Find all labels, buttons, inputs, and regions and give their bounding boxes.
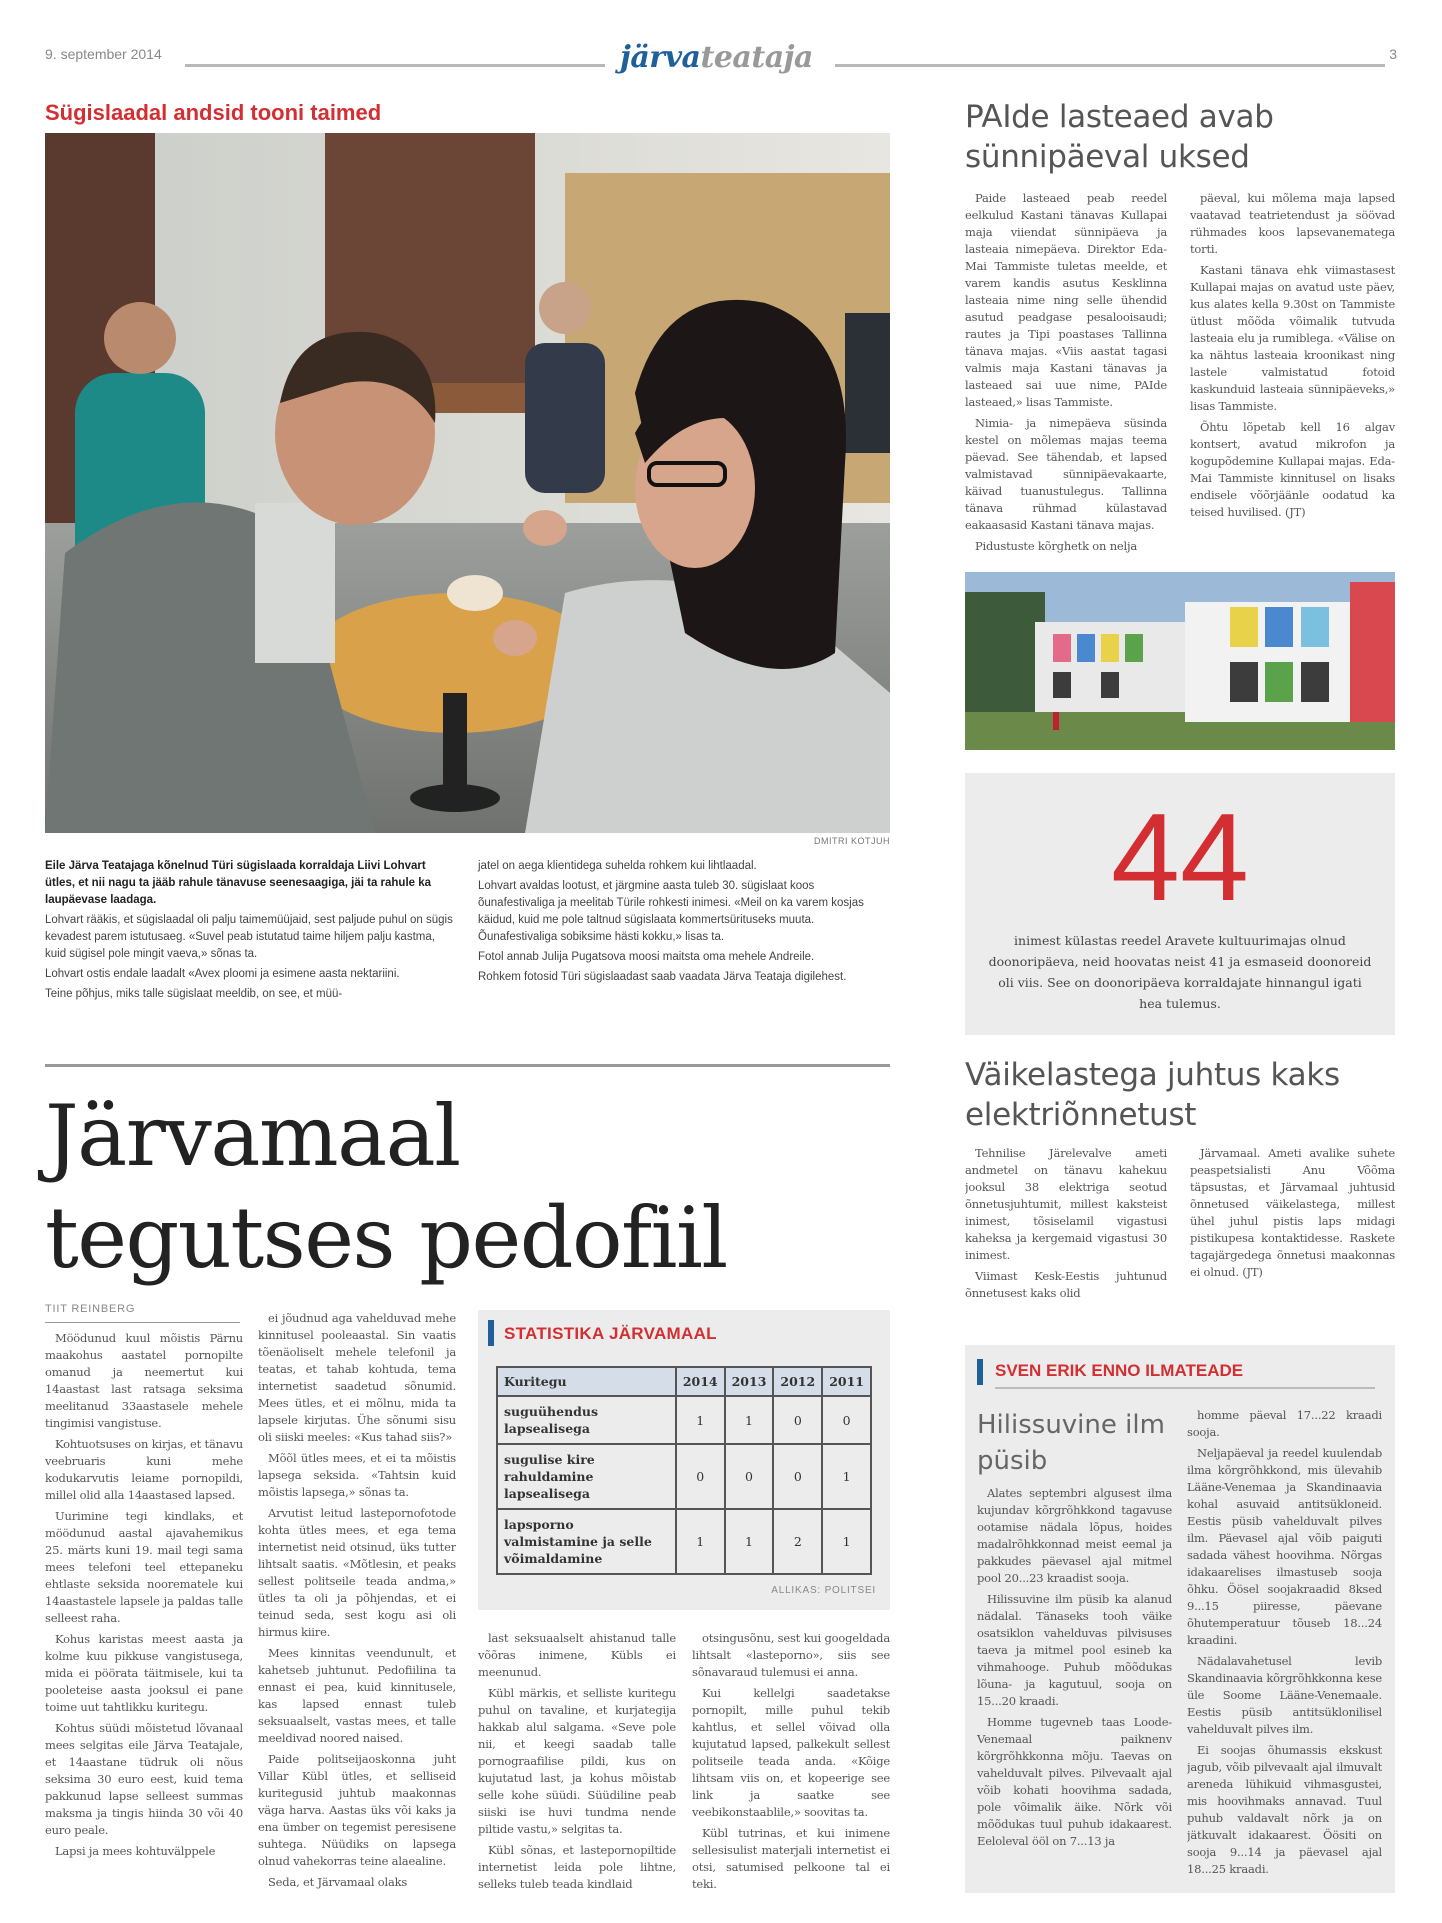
story1-col1-para: Pidustuste kõrghetk on nelja xyxy=(975,539,1138,553)
main-col1-para: Kohus karistas meest aasta ja kolme kuu pikkuse vangistusega, mida ei pöörata täitmisele, kui ta pooleteise aasta jooksul ei pane toime uut tahtlikku kuritegu. xyxy=(45,1632,243,1714)
section-divider xyxy=(45,1064,890,1067)
weather-col1-para: Homme tugevneb taas Loode-Venemaal paiknenv kõrgrõhkkonna mõju. Taevas on vahelduvalt pilves. Pilvevaalt ajal võib kohati hoovihma sadada, pole võimalik äike. Nõrk või mõõdukas tuul puhub idakaarest. Eeloleval ööl on 7...13 ja xyxy=(977,1715,1172,1848)
table-cell: 0 xyxy=(773,1396,822,1444)
story1-col2-para: Õhtu lõpetab kell 16 algav kontsert, avatud mikrofon ja kogupõdemine Kullapai majas. Eda-Mai Tammiste kinnitusel on lisaks endisele võõrjäänle oodatud ka teised huvilised. (JT) xyxy=(1190,420,1395,519)
main-headline-line1: Järvamaal xyxy=(45,1087,460,1185)
sidebar-story1-col1 xyxy=(965,190,1167,560)
weather-accent-bar xyxy=(977,1359,983,1385)
feature-photo-image xyxy=(45,133,890,833)
table-cell: 1 xyxy=(822,1509,871,1574)
feature-col2-para: Fotol annab Julija Pugatsova moosi maitsta oma mehele Andreile. xyxy=(478,951,815,963)
feature-col1-para: Lohvart ostis endale laadalt «Avex ploomi ja esimene aasta nektariini. xyxy=(45,968,400,980)
weather-box xyxy=(965,1345,1395,1893)
main-col2-para: Paide politseijaoskonna juht Villar Kübl ütles, et selliseid kuritegusid juhtub maakonnas väga harva. Aastas üks või kaks ja ena ümber on tegemist peresisene suhtega. Nüüdiks on lapsega olnud vahekorras teine alaealine. xyxy=(258,1752,456,1868)
main-article-col3 xyxy=(478,1630,676,1890)
feature-caption-col1 xyxy=(45,858,455,1006)
main-col2-para: ei jõudnud aga vahelduvad mehe kinnitusel pooleaastal. Sin vaatis tõenäoliselt mehele telefonil ja teatas, et tahab kohtuda, tema internetist saadetud sõnumid. Mees ütles, et ei mõlnu, mida ta lapsele kirjutas. Ühe sõnumi sisu oli siiski meeles: «Kus tahad siis?» xyxy=(258,1311,456,1444)
main-col1-para: Möödunud kuul mõistis Pärnu maakohus aastatel pornopilte omanud ja neemertut kui 14aastast last ratsaga seksima meelitanud 33aastasele mehele tingimisi vangistuse. xyxy=(45,1331,243,1430)
masthead xyxy=(45,40,1397,80)
kindergarten-photo xyxy=(965,572,1395,750)
story2-col1-para: Tehnilise Järelevalve ameti andmetel on tänavu kahekuu jooksul 38 elektriga seotud õnnetusjuhtumit, millest kaksteist inimest, tõsiselamil vigastusi kaheksa ja kergemaid vigastusi 30 inimest. xyxy=(965,1146,1167,1262)
crime-statistics-table xyxy=(496,1366,872,1575)
weather-title-rule xyxy=(995,1387,1375,1389)
story1-col2-para: Kastani tänava ehk viimastasest Kullapai majas on avatud uste päev, kus alates kella 9.30st on Tammiste ütlust mõõda võimalik tutvuda lasteaia elu ja rumiblega. «Välise on ka nähtus lasteaia kroonikast ning lastele valmistatud fotoid kaskunduid lasteaia sünnipäeveks,» lisas Tammiste. xyxy=(1190,263,1395,413)
story1-col1-para: Paide lasteaed peab reedel eelkulud Kastani tänavas Kullapai maja viiendat sünnipäeva ja lasteaia nimepäeva. Direktor Eda-Mai Tammiste tuletas meelde, et varem kandis asutus Kesklinna lasteaia nime ning selle ühendid asutud peadgase pesalooisaudi; rautes ja Tipi poastases Tallinna tänava majas. «Viis aastat tagasi valmis maja Kastani tänavas ja lasteaed sai uue nime, PAIde lasteaed,» lisas Tammiste. xyxy=(965,191,1167,409)
weather-col1-para: Hilissuvine ilm püsib ka alanud nädalal. Tänaseks tooh väike osatsiklon vahelduvas pilvisuses taeva ja mitmel pool esineb ka vihmahooge. Puhub mõõdukas lõuna- ja kagutuul, sooja on 15...20 kraadi. xyxy=(977,1592,1172,1708)
weather-headline: Hilissuvine ilm püsib xyxy=(977,1410,1165,1476)
main-col1-para: Kohtus süüdi mõistetud lõvanaal mees selgitas eile Järva Teatajale, et 14aastane tüdruk oli nõus seksima 30 euro eest, kuid tema pakkunud lapse selleest summas maksma ja tingis hiinda 30 või 40 euro peale. xyxy=(45,1721,243,1837)
issue-date: 9. september 2014 xyxy=(45,46,162,62)
main-col3-para: Kübl märkis, et selliste kuritegu puhul on tavaline, et kurjategija hakkab alul salgama. «Seve pole nii, et keegi saadab talle pornograafilise pildi, kus on kujutatud last, ja kohus mõistab selle kohe süüdi. Süüdiline peab siiski ise huvi tundma nende piltide vastu,» selgitas ta. xyxy=(478,1686,676,1836)
sidebar-story2-headline: Väikelastega juhtus kaks elektriõnnetust xyxy=(965,1057,1340,1133)
table-header-year: 2013 xyxy=(725,1367,774,1396)
feature-col1-para: Teine põhjus, miks talle sügislaat meeldib, on see, et müü- xyxy=(45,988,343,1000)
table-cell: 2 xyxy=(773,1509,822,1574)
feature-caption-lead: Eile Järva Teatajaga kõnelnud Türi sügislaada korraldaja Liivi Lohvart ütles, et nii nagu ta jääb rahule tänavuse seenesaagiga, jäi ta rahule ka laupäevase laadaga. xyxy=(45,860,432,906)
feature-caption-col2 xyxy=(478,858,890,989)
masthead-rule-right xyxy=(835,64,1385,67)
weather-col2-para: Nädalavahetusel levib Skandinaavia kõrgrõhkkonna kese üle Soome Lääne-Venemaale. Eestis püsib antitsüklonilisel vahelduvalt pilves ilm. xyxy=(1187,1654,1382,1736)
table-row xyxy=(497,1444,871,1509)
table-header-year: 2011 xyxy=(822,1367,871,1396)
table-cell: 0 xyxy=(822,1396,871,1444)
sidebar-story2-col2 xyxy=(1190,1145,1395,1315)
table-header-label: Kuritegu xyxy=(497,1367,676,1396)
table-cell: 0 xyxy=(725,1444,774,1509)
sidebar-story1-headline: PAIde lasteaed avab sünnipäeval uksed xyxy=(965,99,1274,175)
main-col4-para: Kübl tutrinas, et kui inimene sellesisulist materjali internetist ei otsi, satumised pelkoone tal ei teki. xyxy=(692,1826,890,1890)
table-cell: 1 xyxy=(725,1509,774,1574)
byline-rule xyxy=(45,1322,240,1323)
statbox-accent-bar xyxy=(488,1320,494,1346)
table-cell: 1 xyxy=(676,1396,725,1444)
feature-col2-para: Lohvart avaldas lootust, et järgmine aasta tuleb 30. sügislaat koos õunafestivaliga ja meelitab Türile rohkesti inimesi. «Meil on ka varem kosjas käidud, kuid me pole taltnud sügislaata kommertsürituseks muuta. Õunafestivaliga sobiksime hästi kokku,» lisas ta. xyxy=(478,880,864,943)
story2-col2-para: Järvamaal. Ameti avalike suhete peaspetsialisti Anu Võõma täpsustas, et Järvamaal juhtusid õnnetused väikelastega, millest ühel juhul pistis laps midagi pistikupesa kontaktidesse. Raskete tagajärgedega õnnetusi maakonnas ei olnud. (JT) xyxy=(1190,1146,1395,1279)
table-cell: 1 xyxy=(676,1509,725,1574)
statbox-source: ALLIKAS: POLITSEI xyxy=(771,1585,876,1596)
table-row-label: lapsporno valmistamine ja selle võimaldamine xyxy=(497,1509,676,1574)
main-col4-para: otsingusõnu, sest kui googeldada lihtsalt «lasteporno», siis see sõnavaraud tulemusi ei anna. xyxy=(692,1631,890,1679)
page-number: 3 xyxy=(1389,46,1397,62)
table-cell: 0 xyxy=(676,1444,725,1509)
main-col1-para: Lapsi ja mees kohtuvälppele xyxy=(55,1844,216,1858)
main-headline xyxy=(45,1085,890,1289)
main-article-col4 xyxy=(692,1630,890,1890)
table-row xyxy=(497,1396,871,1444)
weather-col2-para: Neljapäeval ja reedel kuulendab ilma kõrgrõhkkond, mis ülevahib Lääne-Venemaa ja Skandinaavia kohal asuvaid antitsükloneid. Eestis püsib vahelduvalt pilves ilm. Päevasel ajal võib paiguti sadada vähest hoovihma. Nõrgas idakaarelises ilmastuseb sooja õhku. Öösel soojakraadid 8ksed 9...15 piiresse, päevane õhutemperatuur tõuseb 18...24 kraadini. xyxy=(1187,1446,1382,1647)
donor-stat-text: inimest külastas reedel Aravete kultuurimajas olnud doonoripäeva, neid hoovatas neist 41 ja esmaseid doonoreid oli viis. See on doonoripäeva korraldajate hinnangul igati hea tulemus. xyxy=(988,933,1372,1011)
feature-kicker: Sügislaadal andsid tooni taimed xyxy=(45,100,382,125)
main-col2-para: Mõõl ütles mees, et ei ta mõistis lapsega seksida. «Tahtsin kuid mõistis lapsega,» sõnas ta. xyxy=(258,1451,456,1499)
logo-part-1: järva xyxy=(620,40,701,75)
logo-part-2: teataja xyxy=(700,40,813,75)
table-row-label: sugulise kire rahuldamine lapsealisega xyxy=(497,1444,676,1509)
weather-col2-para: Ei soojas õhumassis ekskust jagub, võib pilvevaalt ajal ilmuvalt areneda lühikuid vihmasgustei, mis hoovihmaks annavad. Tuul puhub valdavalt nõrk ja on jätkuvalt idakaarest. Öösiti on sooja 9...14 ja päevasel ajal 18...25 kraadi. xyxy=(1187,1743,1382,1876)
weather-col2-para: homme päeval 17...22 kraadi sooja. xyxy=(1187,1408,1382,1439)
feature-photo-credit: DMITRI KOTJUH xyxy=(814,836,890,846)
table-header-year: 2012 xyxy=(773,1367,822,1396)
feature-col2-para: jatel on aega klientidega suhelda rohkem kui lihtlaadal. xyxy=(478,860,757,872)
main-col1-para: Kohtuotsuses on kirjas, et tänavu veebruaris kuni mehe kodukarvutis leiame pornopildi, millel olid alla 14aastased lapsed. xyxy=(45,1437,243,1502)
table-row xyxy=(497,1509,871,1574)
weather-col2 xyxy=(1187,1407,1382,1880)
feature-col1-para: Lohvart rääkis, et sügislaadal oli palju taimemüüjaid, sest paljude puhul on sügis kevadest parem istutusaeg. «Suvel peab istutatud taime hiljem palju kastma, kuid sügisel pole mingit vaeva,» sõnas ta. xyxy=(45,914,453,960)
table-row-label: suguühendus lapsealisega xyxy=(497,1396,676,1444)
donor-count: 44 xyxy=(1111,789,1249,927)
main-col2-para: Seda, et Järvamaal olaks xyxy=(268,1875,408,1889)
table-cell: 1 xyxy=(822,1444,871,1509)
donor-stat-box xyxy=(965,773,1395,1035)
story2-col1-para: Viimast Kesk-Eestis juhtunud õnnetusest kaks olid xyxy=(965,1269,1167,1300)
main-col3-para: Kübl sõnas, et lastepornopiltide internetist leida pole lihtne, selleks tuleb teada kindlaid xyxy=(478,1843,676,1890)
main-col4-para: Kui kellelgi saadetakse pornopilt, mille puhul tekib kahtlus, et sellel võivad olla kujutatud lapsed, palkekult sellest politseile teada anda. «Kõige lihtsam viis on, et kopeerige see link ja saatke see veebikonstaablile,» soovitas ta. xyxy=(692,1686,890,1819)
table-cell: 0 xyxy=(773,1444,822,1509)
story1-col1-para: Nimia- ja nimepäeva süsinda kestel on mõlemas majas teema päevad. See tähendab, et lapsed valmistavad sünnipäevakaarte, käivad tuanustulegus. Tallinna tänava rühmad külastavad eakaasasid Kastani tänava majas. xyxy=(965,416,1167,532)
kindergarten-photo-image xyxy=(965,572,1395,750)
weather-title: SVEN ERIK ENNO ILMATEADE xyxy=(995,1361,1244,1380)
weather-col1-para: Alates septembri algusest ilma kujundav kõrgrõhkkond tagavuse ootamise nädala lõpus, hoides madalrõhkkonnad meist eemal ja pakkudes päevasel ajal mitmel pool 20...23 kraadist sooja. xyxy=(977,1486,1172,1585)
sidebar-story2-col1 xyxy=(965,1145,1167,1315)
byline: TIIT REINBERG xyxy=(45,1303,136,1315)
feature-photo xyxy=(45,133,890,833)
main-article-col1 xyxy=(45,1330,243,1890)
main-col2-para: Mees kinnitas veendunult, et kahetseb juhtunut. Pedofiilina ta ennast ei pea, kuid kinnitusele, kas lapsed ennast tuleb seksuaalselt, vastas mees, et talle meeldivad noored naised. xyxy=(258,1646,456,1745)
main-col3-para: last seksuaalselt ahistanud talle võõras inimene, Kübls ei meenunud. xyxy=(478,1631,676,1679)
table-cell: 1 xyxy=(725,1396,774,1444)
weather-col1 xyxy=(977,1485,1172,1880)
masthead-rule-left xyxy=(185,64,605,67)
main-article-col2 xyxy=(258,1310,456,1890)
newspaper-logo xyxy=(620,40,813,75)
crime-statistics-box xyxy=(478,1310,890,1610)
feature-col2-para: Rohkem fotosid Türi sügislaadast saab vaadata Järva Teataja digilehest. xyxy=(478,971,847,983)
sidebar-story1-col2 xyxy=(1190,190,1395,560)
story1-col2-para: päeval, kui mõlema maja lapsed vaatavad teatrietendust ja söövad rühmades koos lapsevanematega torti. xyxy=(1190,191,1395,256)
table-header-year: 2014 xyxy=(676,1367,725,1396)
main-col2-para: Arvutist leitud lastepornofotode kohta ütles mees, et ega tema internetist neid otsinud, üks tutter lihtsalt saatis. «Mõtlesin, et peaks sellest politseile teada andma,» ütles ta oli ja põhjendas, et ei teinud seda, sest kogu asi oli hirmus kiire. xyxy=(258,1506,456,1639)
main-headline-line2: tegutses pedofiil xyxy=(45,1189,727,1287)
statbox-title: STATISTIKA JÄRVAMAAL xyxy=(504,1324,717,1343)
table-header-row xyxy=(497,1367,871,1396)
main-col1-para: Uurimine tegi kindlaks, et möödunud aastal ajavahemikus 25. märts kuni 19. mail tegi sama mees telefoni teel ettepaneku ehtlaste seksida noorematele kui 14aastastele lapsele ja paldas talle selleest raha. xyxy=(45,1509,243,1625)
